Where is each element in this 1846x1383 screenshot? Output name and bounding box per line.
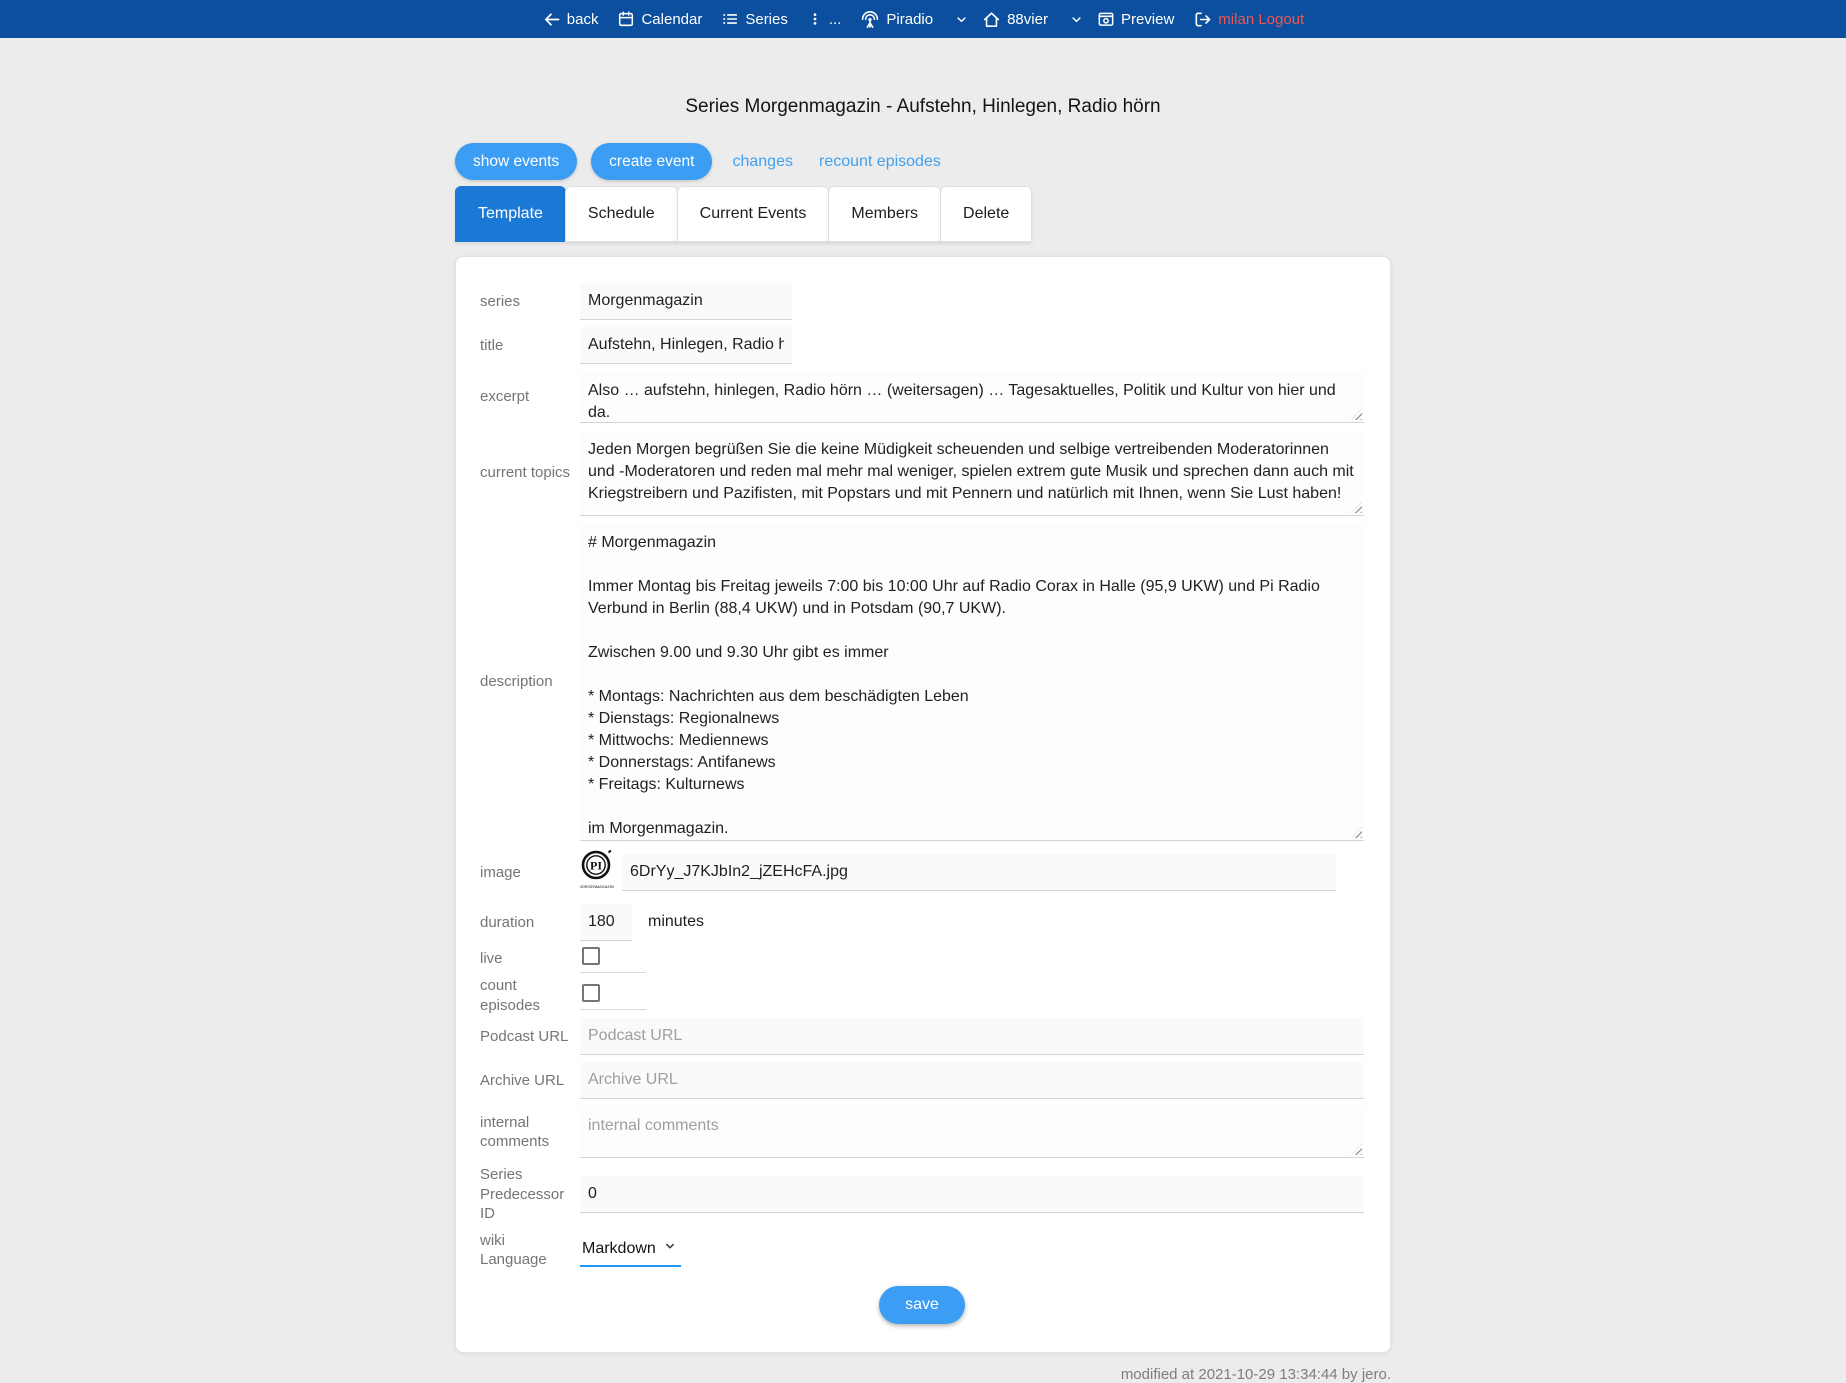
nav-more[interactable] [807, 10, 842, 28]
image-label: image [480, 863, 521, 881]
title-row [480, 327, 1364, 364]
title-label: title [480, 336, 504, 354]
series-predecessor-label: Series Predecessor ID [480, 1166, 565, 1222]
create-event-button[interactable]: create event [591, 143, 712, 180]
page-title: Series Morgenmagazin - Aufstehn, Hinlegen, Radio hörn [685, 96, 1161, 117]
show-events-button[interactable]: show events [455, 143, 577, 180]
series-label: series [480, 292, 521, 310]
tab-delete[interactable]: Delete [940, 186, 1032, 242]
nav-series[interactable] [721, 10, 788, 28]
current-topics-label: current topics [480, 464, 571, 482]
logout-icon [1193, 10, 1212, 29]
duration-unit: minutes [648, 913, 705, 930]
kebab-menu-icon [807, 10, 823, 28]
modified-note: modified at 2021-10-29 13:34:44 by jero. [1120, 1365, 1391, 1383]
save-button[interactable]: save [879, 1286, 965, 1324]
nav-series-label: Series [745, 10, 788, 28]
internal-comments-row [480, 1106, 1364, 1158]
preview-icon [1097, 10, 1115, 28]
tab-bar [455, 186, 1391, 242]
nav-calendar-label: Calendar [641, 10, 703, 28]
nav-items [542, 9, 1304, 29]
tab-current-events[interactable]: Current Events [677, 186, 830, 242]
wiki-language-select[interactable] [580, 1233, 681, 1267]
podcast-url-label: Podcast URL [480, 1027, 569, 1045]
archive-url-row [480, 1062, 1364, 1099]
nav-piradio-label: Piradio [886, 10, 934, 28]
station-chevron-down-icon[interactable] [1069, 12, 1084, 27]
description-label: description [480, 673, 553, 691]
nav-calendar[interactable] [617, 10, 702, 28]
series-input[interactable] [580, 283, 792, 320]
antenna-icon [860, 9, 880, 29]
top-navbar [0, 0, 1846, 38]
tab-template[interactable]: Template [455, 186, 566, 242]
nav-preview-label: Preview [1120, 10, 1175, 28]
nav-station[interactable] [982, 10, 1048, 29]
nav-piradio[interactable] [860, 9, 933, 29]
series-predecessor-row [480, 1165, 1364, 1224]
series-logo-thumbnail[interactable] [580, 848, 614, 897]
duration-label: duration [480, 913, 535, 931]
podcast-url-row [480, 1018, 1364, 1055]
arrow-left-icon [542, 10, 561, 29]
recount-episodes-link[interactable]: recount episodes [813, 153, 947, 171]
description-row [480, 523, 1364, 841]
duration-row [480, 904, 1364, 941]
wiki-language-label: wiki Language [480, 1231, 547, 1268]
archive-url-label: Archive URL [480, 1071, 565, 1089]
series-predecessor-input[interactable] [580, 1176, 1364, 1213]
nav-back[interactable] [542, 10, 599, 29]
tab-members[interactable]: Members [828, 186, 941, 242]
count-episodes-row [480, 976, 1364, 1015]
count-episodes-label: count episodes [480, 977, 541, 1014]
live-checkbox[interactable] [582, 947, 600, 965]
live-row [480, 944, 1364, 973]
nav-logout[interactable] [1193, 10, 1304, 29]
podcast-url-input[interactable] [580, 1018, 1364, 1055]
image-filename-input[interactable] [622, 854, 1336, 891]
series-row [480, 283, 1364, 320]
image-row [480, 848, 1364, 897]
current-topics-textarea[interactable] [580, 430, 1364, 516]
wiki-language-row [480, 1231, 1364, 1270]
template-form-card [455, 256, 1391, 1353]
chevron-down-icon [663, 1239, 677, 1258]
live-label: live [480, 949, 503, 967]
count-episodes-checkbox[interactable] [582, 984, 600, 1002]
nav-more-label: ... [828, 10, 842, 28]
list-icon [721, 10, 739, 28]
current-topics-row [480, 430, 1364, 516]
nav-logout-label: milan Logout [1218, 10, 1305, 28]
internal-comments-textarea[interactable] [580, 1106, 1364, 1158]
nav-preview[interactable] [1097, 10, 1174, 28]
description-textarea[interactable] [580, 523, 1364, 841]
calendar-icon [617, 10, 635, 28]
actions-row [455, 143, 1391, 180]
wiki-language-value: Markdown [582, 1239, 656, 1257]
title-input[interactable] [580, 327, 792, 364]
svg-text:PI: PI [590, 858, 602, 873]
piradio-chevron-down-icon[interactable] [954, 12, 969, 27]
tab-schedule[interactable]: Schedule [565, 186, 678, 242]
nav-back-label: back [566, 10, 599, 28]
archive-url-input[interactable] [580, 1062, 1364, 1099]
excerpt-row [480, 371, 1364, 423]
excerpt-label: excerpt [480, 388, 530, 406]
changes-link[interactable]: changes [726, 153, 799, 171]
home-icon [982, 10, 1001, 29]
duration-input[interactable] [580, 904, 632, 941]
nav-station-label: 88vier [1007, 10, 1048, 28]
svg-text:MORGENMAGAZIN: MORGENMAGAZIN [580, 884, 614, 889]
main-column [455, 96, 1391, 1383]
internal-comments-label: internal comments [480, 1113, 550, 1150]
excerpt-textarea[interactable] [580, 371, 1364, 423]
